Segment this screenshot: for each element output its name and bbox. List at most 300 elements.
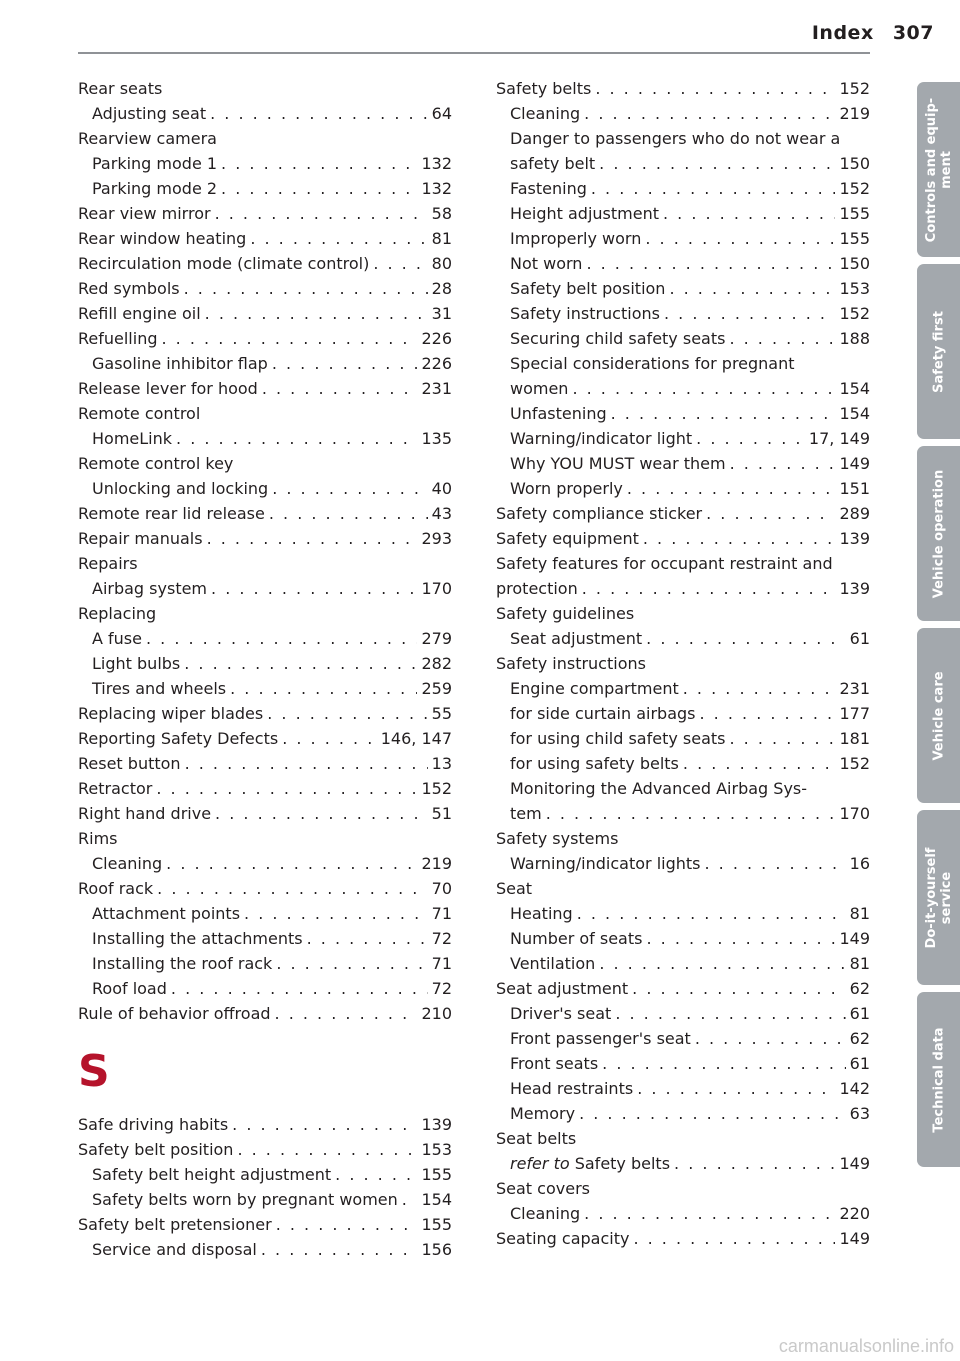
index-entry	[496, 976, 870, 1001]
index-entry	[78, 151, 452, 176]
entry-label: Reporting Safety Defects	[78, 729, 279, 748]
index-entry	[496, 926, 870, 951]
leader-dots	[207, 526, 418, 551]
leader-dots	[156, 776, 417, 801]
entry-label: Monitoring the Advanced Airbag Sys-	[510, 779, 808, 798]
leader-dots	[646, 626, 845, 651]
chapter-tab-label: Vehicle operation	[931, 469, 946, 598]
page-number: 307	[892, 22, 934, 44]
entry-page: 210	[421, 1004, 452, 1023]
index-entry	[496, 1201, 870, 1226]
index-entry	[78, 76, 452, 101]
leader-dots	[706, 501, 835, 526]
leader-dots	[307, 926, 428, 951]
entry-label: Remote control key	[78, 454, 234, 473]
entry-page: 62	[849, 979, 870, 998]
entry-label: Memory	[510, 1104, 576, 1123]
entry-label: Seat covers	[496, 1179, 590, 1198]
index-entry	[78, 751, 452, 776]
index-entry	[496, 801, 870, 826]
index-entry	[78, 876, 452, 901]
entry-label: Safety belts	[496, 79, 592, 98]
entry-label: Replacing wiper blades	[78, 704, 264, 723]
entry-label: Unfastening	[510, 404, 607, 423]
leader-dots	[696, 426, 805, 451]
entry-page: 170	[421, 579, 452, 598]
leader-dots	[637, 1076, 835, 1101]
chapter-tab-label: Technical data	[931, 1026, 946, 1133]
index-entry	[78, 1237, 452, 1262]
index-entry	[496, 901, 870, 926]
index-column-left	[78, 76, 452, 1262]
entry-page: 81	[849, 904, 870, 923]
chapter-tab[interactable]	[917, 810, 960, 985]
entry-page: 28	[431, 279, 452, 298]
entry-page: 226	[421, 329, 452, 348]
leader-dots	[272, 476, 427, 501]
entry-page: 149	[839, 454, 870, 473]
index-entry	[496, 226, 870, 251]
index-entry	[78, 776, 452, 801]
entry-label: Red symbols	[78, 279, 180, 298]
leader-dots	[162, 326, 418, 351]
entry-page: 155	[839, 229, 870, 248]
index-entry	[78, 526, 452, 551]
index-entry	[496, 101, 870, 126]
leader-dots	[729, 326, 835, 351]
chapter-tabs	[917, 82, 960, 1174]
index-entry	[496, 351, 870, 376]
leader-dots	[572, 376, 835, 401]
entry-label: Parking mode 2	[92, 179, 218, 198]
entry-page: 149	[839, 1229, 870, 1248]
index-entry	[496, 401, 870, 426]
entry-label: Rear seats	[78, 79, 163, 98]
entry-label: Installing the roof rack	[92, 954, 273, 973]
index-entry	[78, 101, 452, 126]
entry-page: 155	[839, 204, 870, 223]
index-entry	[496, 576, 870, 601]
leader-dots	[276, 951, 427, 976]
leader-dots	[632, 976, 845, 1001]
entry-label: Safety features for occupant restraint and	[496, 554, 833, 573]
entry-label: Worn properly	[510, 479, 623, 498]
entry-label-text: Safety belts	[574, 1154, 671, 1173]
entry-page: 80	[431, 254, 452, 273]
entry-page: 139	[421, 1115, 452, 1134]
index-entry	[78, 251, 452, 276]
entry-label	[510, 1151, 670, 1176]
entry-label: Roof load	[92, 979, 167, 998]
leader-dots	[250, 226, 427, 251]
index-entry	[496, 1001, 870, 1026]
leader-dots	[615, 1001, 845, 1026]
entry-page: 149	[839, 929, 870, 948]
index-entry	[78, 501, 452, 526]
entry-label: Rear view mirror	[78, 204, 211, 223]
index-entry	[78, 576, 452, 601]
index-entry	[496, 776, 870, 801]
entry-page: 61	[849, 629, 870, 648]
index-entry	[78, 1137, 452, 1162]
entry-page: 293	[421, 529, 452, 548]
leader-dots	[402, 1187, 418, 1212]
page-header	[812, 22, 934, 44]
index-entry	[78, 176, 452, 201]
entry-page: 132	[421, 179, 452, 198]
index-entry	[78, 851, 452, 876]
index-entry	[496, 601, 870, 626]
entry-label: Seat adjustment	[496, 979, 629, 998]
index-entry	[78, 826, 452, 851]
leader-dots	[595, 76, 835, 101]
leader-dots	[230, 676, 417, 701]
entry-page: 40	[431, 479, 452, 498]
index-entry	[496, 126, 870, 151]
index-entry	[496, 1026, 870, 1051]
index-entry	[78, 276, 452, 301]
entry-label: Parking mode 1	[92, 154, 218, 173]
entry-label: Repairs	[78, 554, 138, 573]
leader-dots	[683, 676, 836, 701]
entry-page: 282	[421, 654, 452, 673]
chapter-tab[interactable]	[917, 628, 960, 803]
index-entry	[496, 651, 870, 676]
leader-dots	[205, 301, 428, 326]
entry-page: 55	[431, 704, 452, 723]
leader-dots	[171, 976, 428, 1001]
entry-label: Height adjustment	[510, 204, 659, 223]
entry-label: protection	[496, 579, 578, 598]
entry-label: Engine compartment	[510, 679, 679, 698]
entry-label: Safety belt position	[78, 1140, 234, 1159]
leader-dots	[730, 726, 836, 751]
entry-label: Front passenger's seat	[510, 1029, 691, 1048]
leader-dots	[586, 251, 835, 276]
left-entries-s	[78, 1112, 452, 1262]
entry-page: 142	[839, 1079, 870, 1098]
entry-label: Repair manuals	[78, 529, 203, 548]
entry-page: 43	[431, 504, 452, 523]
entry-page: 220	[839, 1204, 870, 1223]
index-entry	[78, 476, 452, 501]
index-entry	[496, 476, 870, 501]
entry-page: 135	[421, 429, 452, 448]
index-entry	[78, 226, 452, 251]
index-entry	[496, 701, 870, 726]
leader-dots	[276, 1212, 418, 1237]
index-entry	[496, 326, 870, 351]
leader-dots	[599, 151, 835, 176]
index-entry	[78, 801, 452, 826]
leader-dots	[579, 1101, 846, 1126]
header-title: Index	[811, 22, 874, 44]
leader-dots	[669, 276, 835, 301]
entry-label: Safety equipment	[496, 529, 639, 548]
entry-page: 177	[839, 704, 870, 723]
entry-label: Not worn	[510, 254, 583, 273]
entry-page: 151	[839, 479, 870, 498]
entry-label: Rule of behavior offroad	[78, 1004, 271, 1023]
entry-label: Gasoline inhibitor flap	[92, 354, 268, 373]
entry-label: Safety compliance sticker	[496, 504, 703, 523]
leader-dots	[244, 901, 428, 926]
index-entry	[78, 1162, 452, 1187]
entry-page: 155	[421, 1215, 452, 1234]
leader-dots	[695, 1026, 846, 1051]
leader-dots	[176, 426, 417, 451]
entry-page: 70	[431, 879, 452, 898]
entry-label: for side curtain airbags	[510, 704, 696, 723]
entry-label: A fuse	[92, 629, 142, 648]
index-column-right	[496, 76, 870, 1251]
entry-label: Safety belt height adjustment	[92, 1165, 332, 1184]
entry-label: Ventilation	[510, 954, 596, 973]
entry-page: 62	[849, 1029, 870, 1048]
entry-label: for using safety belts	[510, 754, 679, 773]
index-entry	[496, 76, 870, 101]
chapter-tab-label: Safety first	[931, 310, 946, 393]
index-entry	[78, 651, 452, 676]
entry-label: Safety guidelines	[496, 604, 635, 623]
index-entry	[496, 876, 870, 901]
entry-label: Remote control	[78, 404, 201, 423]
entry-label: Refuelling	[78, 329, 158, 348]
index-entry	[496, 1176, 870, 1201]
entry-page: 156	[421, 1240, 452, 1259]
index-entry	[496, 526, 870, 551]
leader-dots	[664, 301, 835, 326]
leader-dots	[269, 501, 428, 526]
entry-label: Right hand drive	[78, 804, 212, 823]
entry-label: Refill engine oil	[78, 304, 201, 323]
leader-dots	[602, 1051, 845, 1076]
index-entry	[78, 1112, 452, 1137]
chapter-tab[interactable]	[917, 446, 960, 621]
entry-page: 132	[421, 154, 452, 173]
entry-page: 154	[839, 379, 870, 398]
entry-page: 259	[421, 679, 452, 698]
entry-label: Special considerations for pregnant	[510, 354, 795, 373]
entry-page: 72	[431, 979, 452, 998]
leader-dots	[674, 1151, 835, 1176]
entry-page: 13	[431, 754, 452, 773]
entry-label: Cleaning	[510, 104, 581, 123]
entry-label: Rims	[78, 829, 118, 848]
entry-label: women	[510, 379, 569, 398]
index-entry	[496, 451, 870, 476]
entry-label: Service and disposal	[92, 1240, 257, 1259]
leader-dots	[237, 1137, 417, 1162]
entry-page: 51	[431, 804, 452, 823]
leader-dots	[272, 351, 418, 376]
right-entries	[496, 76, 870, 1251]
entry-label: Tires and wheels	[92, 679, 227, 698]
index-entry	[496, 551, 870, 576]
leader-dots	[210, 101, 428, 126]
entry-page: 152	[839, 79, 870, 98]
index-entry	[78, 301, 452, 326]
entry-page: 279	[421, 629, 452, 648]
entry-page: 61	[849, 1004, 870, 1023]
index-entry	[78, 201, 452, 226]
entry-page: 139	[839, 579, 870, 598]
index-entry	[496, 726, 870, 751]
entry-label: Airbag system	[92, 579, 208, 598]
index-entry	[496, 1101, 870, 1126]
entry-page: 152	[839, 754, 870, 773]
entry-page: 152	[839, 179, 870, 198]
index-entry	[496, 1226, 870, 1251]
leader-dots	[584, 101, 835, 126]
index-entry	[496, 1051, 870, 1076]
entry-page: 226	[421, 354, 452, 373]
entry-label: Driver's seat	[510, 1004, 612, 1023]
entry-page: 149	[839, 1154, 870, 1173]
entry-label: Seat	[496, 879, 533, 898]
entry-label: Cleaning	[510, 1204, 581, 1223]
entry-page: 16	[849, 854, 870, 873]
entry-page: 153	[421, 1140, 452, 1159]
entry-label: Unlocking and locking	[92, 479, 269, 498]
leader-dots	[730, 451, 836, 476]
leader-dots	[262, 376, 418, 401]
index-entry	[496, 251, 870, 276]
entry-page: 152	[839, 304, 870, 323]
entry-label: for using child safety seats	[510, 729, 726, 748]
index-entry	[496, 626, 870, 651]
index-entry	[78, 1001, 452, 1026]
index-entry	[78, 1187, 452, 1212]
entry-label: Safety belt pretensioner	[78, 1215, 272, 1234]
leader-dots	[643, 526, 836, 551]
index-entry	[78, 926, 452, 951]
leader-dots	[185, 751, 428, 776]
entry-label: Warning/indicator light	[510, 429, 693, 448]
entry-page: 181	[839, 729, 870, 748]
leader-dots	[211, 576, 417, 601]
entry-page: 63	[849, 1104, 870, 1123]
leader-dots	[704, 851, 845, 876]
entry-label: Installing the attachments	[92, 929, 303, 948]
entry-page: 139	[839, 529, 870, 548]
entry-label: Seating capacity	[496, 1229, 630, 1248]
entry-label: Safety belts worn by pregnant women	[92, 1190, 398, 1209]
leader-dots	[184, 276, 428, 301]
entry-label: Attachment points	[92, 904, 241, 923]
entry-page: 81	[849, 954, 870, 973]
index-entry	[496, 176, 870, 201]
chapter-tab[interactable]	[917, 82, 960, 257]
entry-label: Retractor	[78, 779, 153, 798]
entry-page: 289	[839, 504, 870, 523]
chapter-tab-label: Do-it-yourself service	[923, 847, 954, 948]
entry-page: 58	[431, 204, 452, 223]
entry-page: 231	[839, 679, 870, 698]
entry-label: Roof rack	[78, 879, 154, 898]
entry-label: Safety systems	[496, 829, 619, 848]
entry-page: 71	[431, 904, 452, 923]
entry-label: Number of seats	[510, 929, 643, 948]
entry-page: 150	[839, 154, 870, 173]
entry-page: 155	[421, 1165, 452, 1184]
index-entry	[78, 601, 452, 626]
entry-page: 150	[839, 254, 870, 273]
entry-label: Adjusting seat	[92, 104, 207, 123]
entry-label: Seat belts	[496, 1129, 577, 1148]
index-entry	[78, 1212, 452, 1237]
index-entry	[496, 851, 870, 876]
entry-label: Heating	[510, 904, 573, 923]
leader-dots	[335, 1162, 417, 1187]
leader-dots	[683, 751, 836, 776]
leader-dots	[261, 1237, 418, 1262]
index-entry	[496, 501, 870, 526]
entry-label: Warning/indicator lights	[510, 854, 701, 873]
leader-dots	[184, 651, 417, 676]
entry-label: Reset button	[78, 754, 181, 773]
index-entry	[78, 701, 452, 726]
section-letter: S	[78, 1046, 110, 1097]
leader-dots	[582, 576, 836, 601]
entry-label: Securing child safety seats	[510, 329, 726, 348]
leader-dots	[282, 726, 377, 751]
entry-page: 72	[431, 929, 452, 948]
leader-dots	[633, 1226, 835, 1251]
leader-dots	[611, 401, 836, 426]
entry-label: Safety belt position	[510, 279, 666, 298]
entry-label: Recirculation mode (climate control)	[78, 254, 370, 273]
entry-reference: refer to	[510, 1154, 575, 1173]
entry-label: Cleaning	[92, 854, 163, 873]
entry-label: Fastening	[510, 179, 587, 198]
index-entry	[78, 951, 452, 976]
chapter-tab[interactable]	[917, 992, 960, 1167]
entry-label: Safety instructions	[510, 304, 660, 323]
entry-label: Front seats	[510, 1054, 599, 1073]
index-entry	[78, 401, 452, 426]
leader-dots	[267, 701, 427, 726]
index-entry	[496, 751, 870, 776]
entry-label: Release lever for hood	[78, 379, 258, 398]
index-entry	[496, 1076, 870, 1101]
leader-dots	[157, 876, 428, 901]
leader-dots	[275, 1001, 418, 1026]
index-entry	[496, 301, 870, 326]
entry-page: 61	[849, 1054, 870, 1073]
index-entry	[78, 326, 452, 351]
index-entry	[78, 676, 452, 701]
entry-page: 17, 149	[808, 429, 870, 448]
entry-page: 219	[839, 104, 870, 123]
index-entry	[78, 351, 452, 376]
index-entry	[496, 951, 870, 976]
entry-page: 146, 147	[380, 729, 452, 748]
entry-label: tem	[510, 804, 542, 823]
index-entry	[496, 826, 870, 851]
entry-label: Replacing	[78, 604, 157, 623]
entry-label: Improperly worn	[510, 229, 642, 248]
leader-dots	[215, 801, 428, 826]
leader-dots	[221, 176, 417, 201]
leader-dots	[646, 926, 835, 951]
leader-dots	[599, 951, 845, 976]
entry-label: Seat adjustment	[510, 629, 643, 648]
chapter-tab[interactable]	[917, 264, 960, 439]
leader-dots	[584, 1201, 835, 1226]
chapter-tab-label: Vehicle care	[931, 670, 946, 761]
leader-dots	[700, 701, 836, 726]
